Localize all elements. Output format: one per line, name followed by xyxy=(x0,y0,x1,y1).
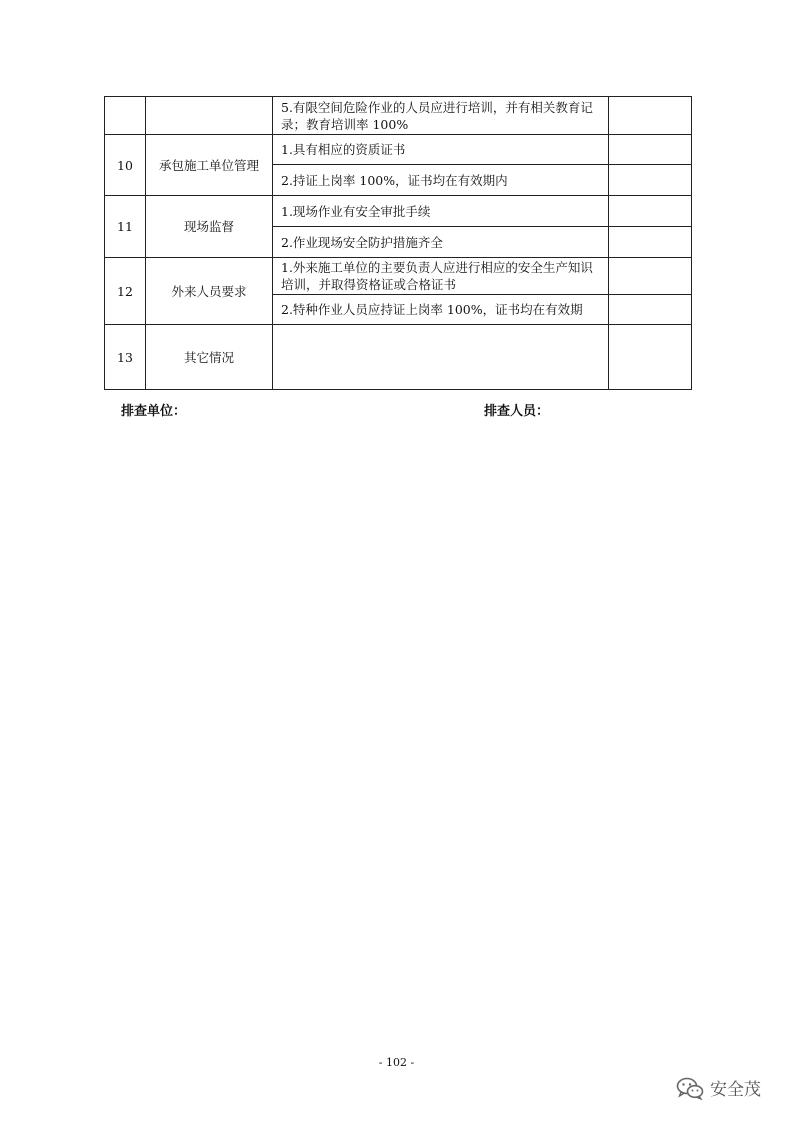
row-number-cell: 13 xyxy=(105,325,146,390)
wechat-icon xyxy=(676,1076,704,1100)
result-cell xyxy=(609,258,692,295)
result-cell xyxy=(609,325,692,390)
item-cell xyxy=(146,97,273,135)
requirement-cell xyxy=(273,325,609,390)
table-row xyxy=(105,97,692,135)
item-cell: 外来人员要求 xyxy=(146,258,273,325)
table-row xyxy=(105,196,692,227)
watermark-text: 安全茂 xyxy=(710,1080,761,1100)
item-cell: 其它情况 xyxy=(146,325,273,390)
requirement-cell: 1.外来施工单位的主要负责人应进行相应的安全生产知识培训，并取得资格证或合格证书 xyxy=(273,258,609,295)
result-cell xyxy=(609,135,692,165)
requirement-cell: 2.持证上岗率 100%，证书均在有效期内 xyxy=(273,165,609,196)
page-number: - 102 - xyxy=(378,1056,415,1069)
item-cell: 承包施工单位管理 xyxy=(146,135,273,196)
result-cell xyxy=(609,165,692,196)
requirement-cell: 2.特种作业人员应持证上岗率 100%，证书均在有效期 xyxy=(273,295,609,325)
result-cell xyxy=(609,295,692,325)
row-number-cell: 10 xyxy=(105,135,146,196)
result-cell xyxy=(609,196,692,227)
table-row xyxy=(105,325,692,390)
result-cell xyxy=(609,97,692,135)
table-row xyxy=(105,135,692,165)
inspection-table xyxy=(104,96,692,390)
requirement-cell: 1.具有相应的资质证书 xyxy=(273,135,609,165)
row-number-cell xyxy=(105,97,146,135)
inspection-unit-label: 排查单位： xyxy=(121,404,187,419)
item-cell: 现场监督 xyxy=(146,196,273,258)
watermark xyxy=(676,1075,761,1100)
result-cell xyxy=(609,227,692,258)
requirement-cell: 1.现场作业有安全审批手续 xyxy=(273,196,609,227)
table-row xyxy=(105,258,692,295)
inspection-person-label: 排查人员： xyxy=(484,404,550,419)
requirement-cell: 5.有限空间危险作业的人员应进行培训，并有相关教育记录；教育培训率 100% xyxy=(273,97,609,135)
row-number-cell: 12 xyxy=(105,258,146,325)
row-number-cell: 11 xyxy=(105,196,146,258)
requirement-cell: 2.作业现场安全防护措施齐全 xyxy=(273,227,609,258)
